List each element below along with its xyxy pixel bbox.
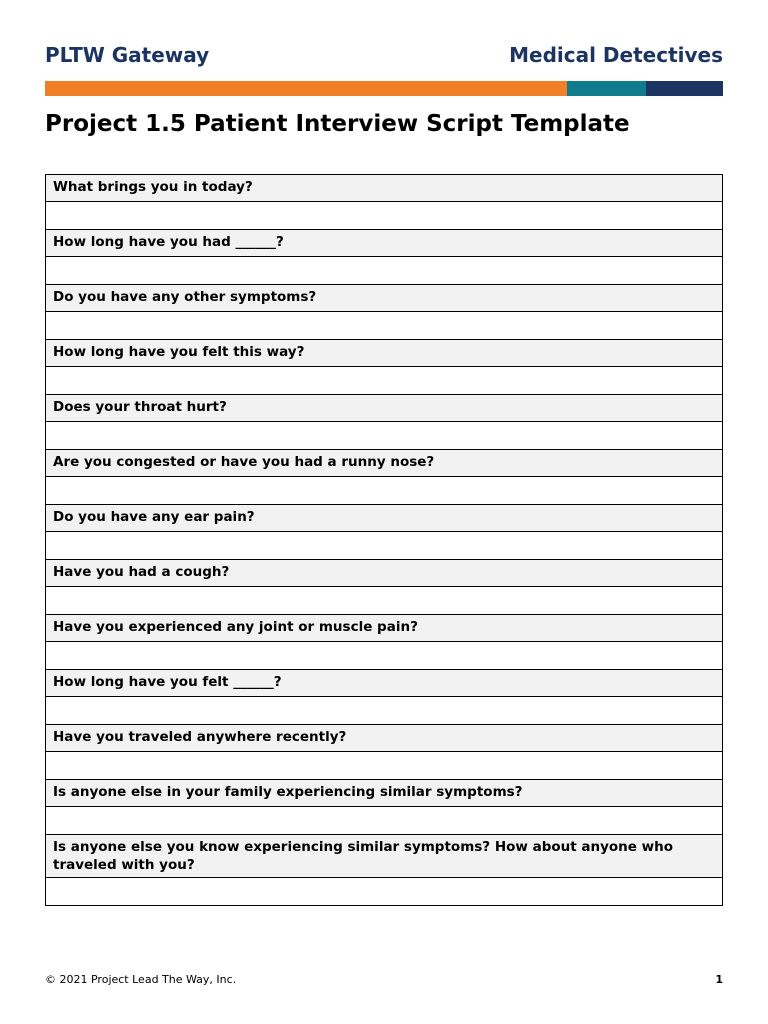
answer-row	[46, 422, 723, 450]
answer-row	[46, 878, 723, 906]
answer-field[interactable]	[46, 807, 723, 835]
document-title: Project 1.5 Patient Interview Script Template	[45, 111, 630, 137]
question-text: Is anyone else you know experiencing similar symptoms? How about anyone who traveled with you?	[46, 835, 723, 878]
answer-row	[46, 477, 723, 505]
question-row	[46, 670, 723, 697]
question-row	[46, 450, 723, 477]
question-text: Have you experienced any joint or muscle pain?	[46, 615, 723, 642]
answer-field[interactable]	[46, 367, 723, 395]
question-row	[46, 175, 723, 202]
answer-field[interactable]	[46, 878, 723, 906]
question-row	[46, 725, 723, 752]
answer-field[interactable]	[46, 312, 723, 340]
header-program-name: PLTW Gateway	[45, 43, 210, 67]
answer-field[interactable]	[46, 752, 723, 780]
question-text: How long have you felt ______?	[46, 670, 723, 697]
question-row	[46, 505, 723, 532]
question-row	[46, 395, 723, 422]
answer-field[interactable]	[46, 422, 723, 450]
question-text: Does your throat hurt?	[46, 395, 723, 422]
answer-row	[46, 807, 723, 835]
question-text: How long have you felt this way?	[46, 340, 723, 367]
answer-row	[46, 367, 723, 395]
answer-field[interactable]	[46, 697, 723, 725]
answer-field[interactable]	[46, 202, 723, 230]
answer-row	[46, 697, 723, 725]
accent-bar-orange-segment	[45, 81, 567, 96]
question-text: Do you have any ear pain?	[46, 505, 723, 532]
answer-row	[46, 532, 723, 560]
question-row	[46, 560, 723, 587]
question-text: Have you traveled anywhere recently?	[46, 725, 723, 752]
question-text: Is anyone else in your family experiencing similar symptoms?	[46, 780, 723, 807]
question-text: Are you congested or have you had a runny nose?	[46, 450, 723, 477]
header-course-name: Medical Detectives	[509, 43, 723, 67]
answer-field[interactable]	[46, 257, 723, 285]
question-text: Do you have any other symptoms?	[46, 285, 723, 312]
answer-row	[46, 752, 723, 780]
question-text: How long have you had ______?	[46, 230, 723, 257]
question-row	[46, 615, 723, 642]
accent-bar-navy-segment	[646, 81, 723, 96]
interview-script-table	[45, 174, 723, 906]
question-text: What brings you in today?	[46, 175, 723, 202]
answer-field[interactable]	[46, 642, 723, 670]
footer-page-number: 1	[715, 973, 723, 986]
question-row	[46, 340, 723, 367]
question-row	[46, 835, 723, 878]
header-accent-bar	[45, 81, 723, 96]
answer-row	[46, 587, 723, 615]
answer-row	[46, 312, 723, 340]
accent-bar-teal-segment	[567, 81, 646, 96]
answer-field[interactable]	[46, 587, 723, 615]
question-row	[46, 780, 723, 807]
footer-copyright: © 2021 Project Lead The Way, Inc.	[45, 973, 237, 986]
answer-row	[46, 202, 723, 230]
question-row	[46, 285, 723, 312]
document-header	[45, 41, 723, 69]
question-row	[46, 230, 723, 257]
answer-row	[46, 642, 723, 670]
answer-field[interactable]	[46, 532, 723, 560]
answer-field[interactable]	[46, 477, 723, 505]
question-text: Have you had a cough?	[46, 560, 723, 587]
answer-row	[46, 257, 723, 285]
